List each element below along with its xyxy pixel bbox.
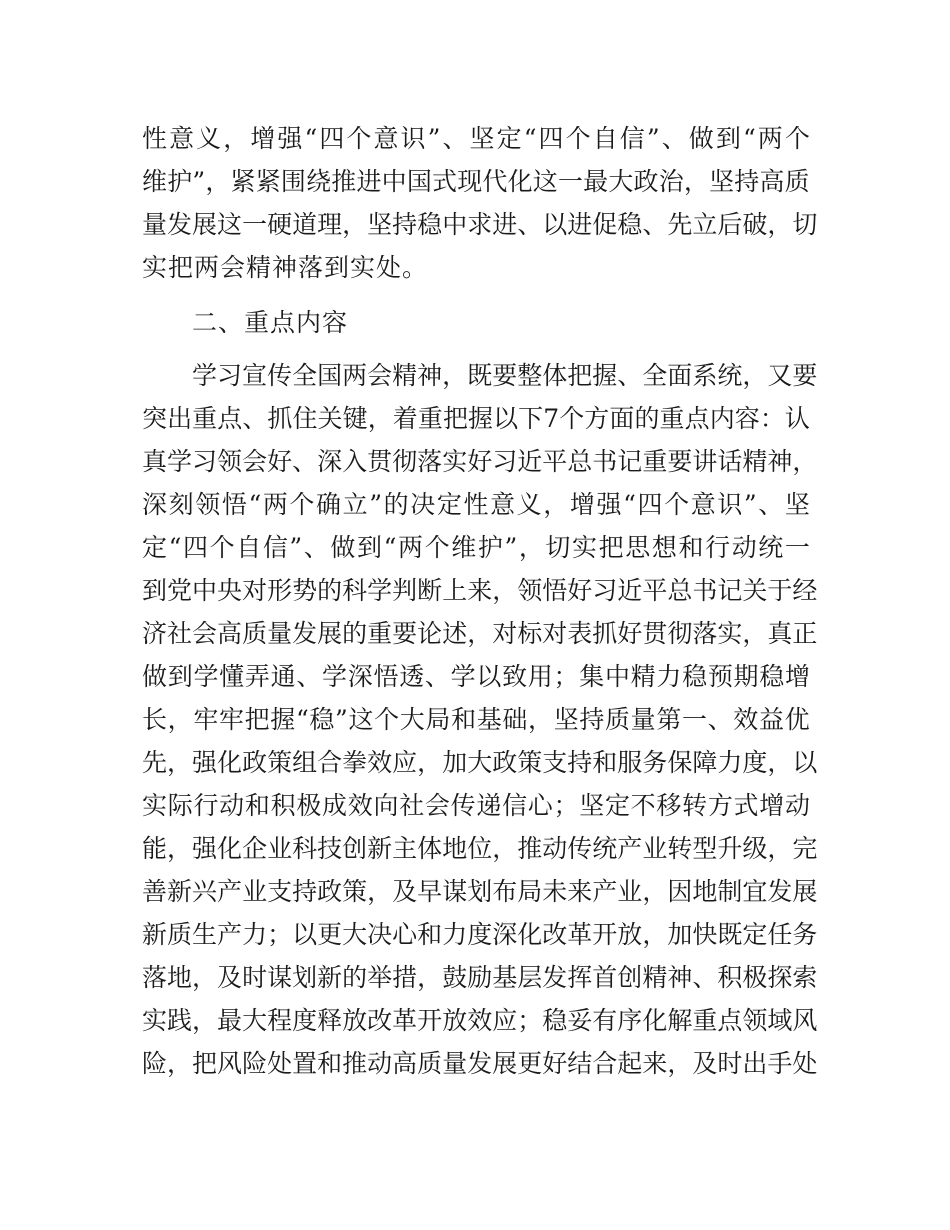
paragraph-line: 实把两会精神落到实处。	[142, 253, 429, 282]
paragraph-line: 险 ， 把 风 险 处 置 和 推 动 高 质 量 发 展 更 好 结 合 起 来 ， 及 时 出 手 处	[142, 1049, 818, 1078]
paragraph-line: 新 质 生 产 力 ； 以 更 大 决 心 和 力 度 深 化 改 革 开 放 ， 加 快 既 定 任 务	[142, 920, 818, 949]
paragraph-line: 能 ， 强 化 企 业 科 技 创 新 主 体 地 位 ， 推 动 传 统 产 业 转 型 升 级 ， 完	[142, 834, 818, 863]
paragraph-line: 先 ， 强 化 政 策 组 合 拳 效 应 ， 加 大 政 策 支 持 和 服 务 保 障 力 度 ， 以	[142, 748, 818, 777]
paragraph-line: 量 发 展 这 一 硬 道 理 ， 坚 持 稳 中 求 进 、 以 进 促 稳 、 先 立 后 破 ， 切	[142, 210, 818, 239]
paragraph-line: 到 党 中 央 对 形 势 的 科 学 判 断 上 来 ， 领 悟 好 习 近 平 总 书 记 关 于 经	[142, 576, 818, 605]
paragraph-line: 突 出 重 点 、 抓 住 关 键 ， 着 重 把 握 以 下 7 个 方 面 的 重 点 内 容 ： 认	[142, 404, 810, 433]
paragraph-line: 真 学 习 领 会 好 、 深 入 贯 彻 落 实 好 习 近 平 总 书 记 重 要 讲 话 精 神 ，	[142, 447, 818, 476]
paragraph-line: 济 社 会 高 质 量 发 展 的 重 要 论 述 ， 对 标 对 表 抓 好 贯 彻 落 实 ， 真 正	[142, 619, 818, 648]
paragraph-line: 定 “ 四 个 自 信 ” 、 做 到 “ 两 个 维 护 ” ， 切 实 把 思 想 和 行 动 统 一	[142, 533, 810, 562]
paragraph-line: 做 到 学 懂 弄 通 、 学 深 悟 透 、 学 以 致 用 ； 集 中 精 力 稳 预 期 稳 增	[142, 662, 810, 691]
paragraph-line: 实 际 行 动 和 积 极 成 效 向 社 会 传 递 信 心 ； 坚 定 不 移 转 方 式 增 动	[142, 791, 810, 820]
paragraph-line: 实 践 ， 最 大 程 度 释 放 改 革 开 放 效 应 ； 稳 妥 有 序 化 解 重 点 领 域 风	[142, 1006, 818, 1035]
paragraph-line: 学 习 宣 传 全 国 两 会 精 神 ， 既 要 整 体 把 握 、 全 面 系 统 ， 又 要	[192, 361, 818, 390]
paragraph-line: 长 ， 牢 牢 把 握 “ 稳 ” 这 个 大 局 和 基 础 ， 坚 持 质 量 第 一 、 效 益 优	[142, 705, 810, 734]
paragraph-line: 维 护 ” ， 紧 紧 围 绕 推 进 中 国 式 现 代 化 这 一 最 大 政 治 ， 坚 持 高 质	[142, 167, 810, 196]
paragraph-line: 性 意 义 ， 增 强 “ 四 个 意 识 ” 、 坚 定 “ 四 个 自 信 ” 、 做 到 “ 两 个	[142, 124, 810, 153]
paragraph-line: 善 新 兴 产 业 支 持 政 策 ， 及 早 谋 划 布 局 未 来 产 业 ， 因 地 制 宜 发 展	[142, 877, 818, 906]
section-heading: 二、重点内容	[192, 308, 349, 337]
paragraph-line: 深 刻 领 悟 “ 两 个 确 立 ” 的 决 定 性 意 义 ， 增 强 “ 四 个 意 识 ” 、 坚	[142, 490, 810, 519]
paragraph-line: 落 地 ， 及 时 谋 划 新 的 举 措 ， 鼓 励 基 层 发 挥 首 创 精 神 、 积 极 探 索	[142, 963, 818, 992]
